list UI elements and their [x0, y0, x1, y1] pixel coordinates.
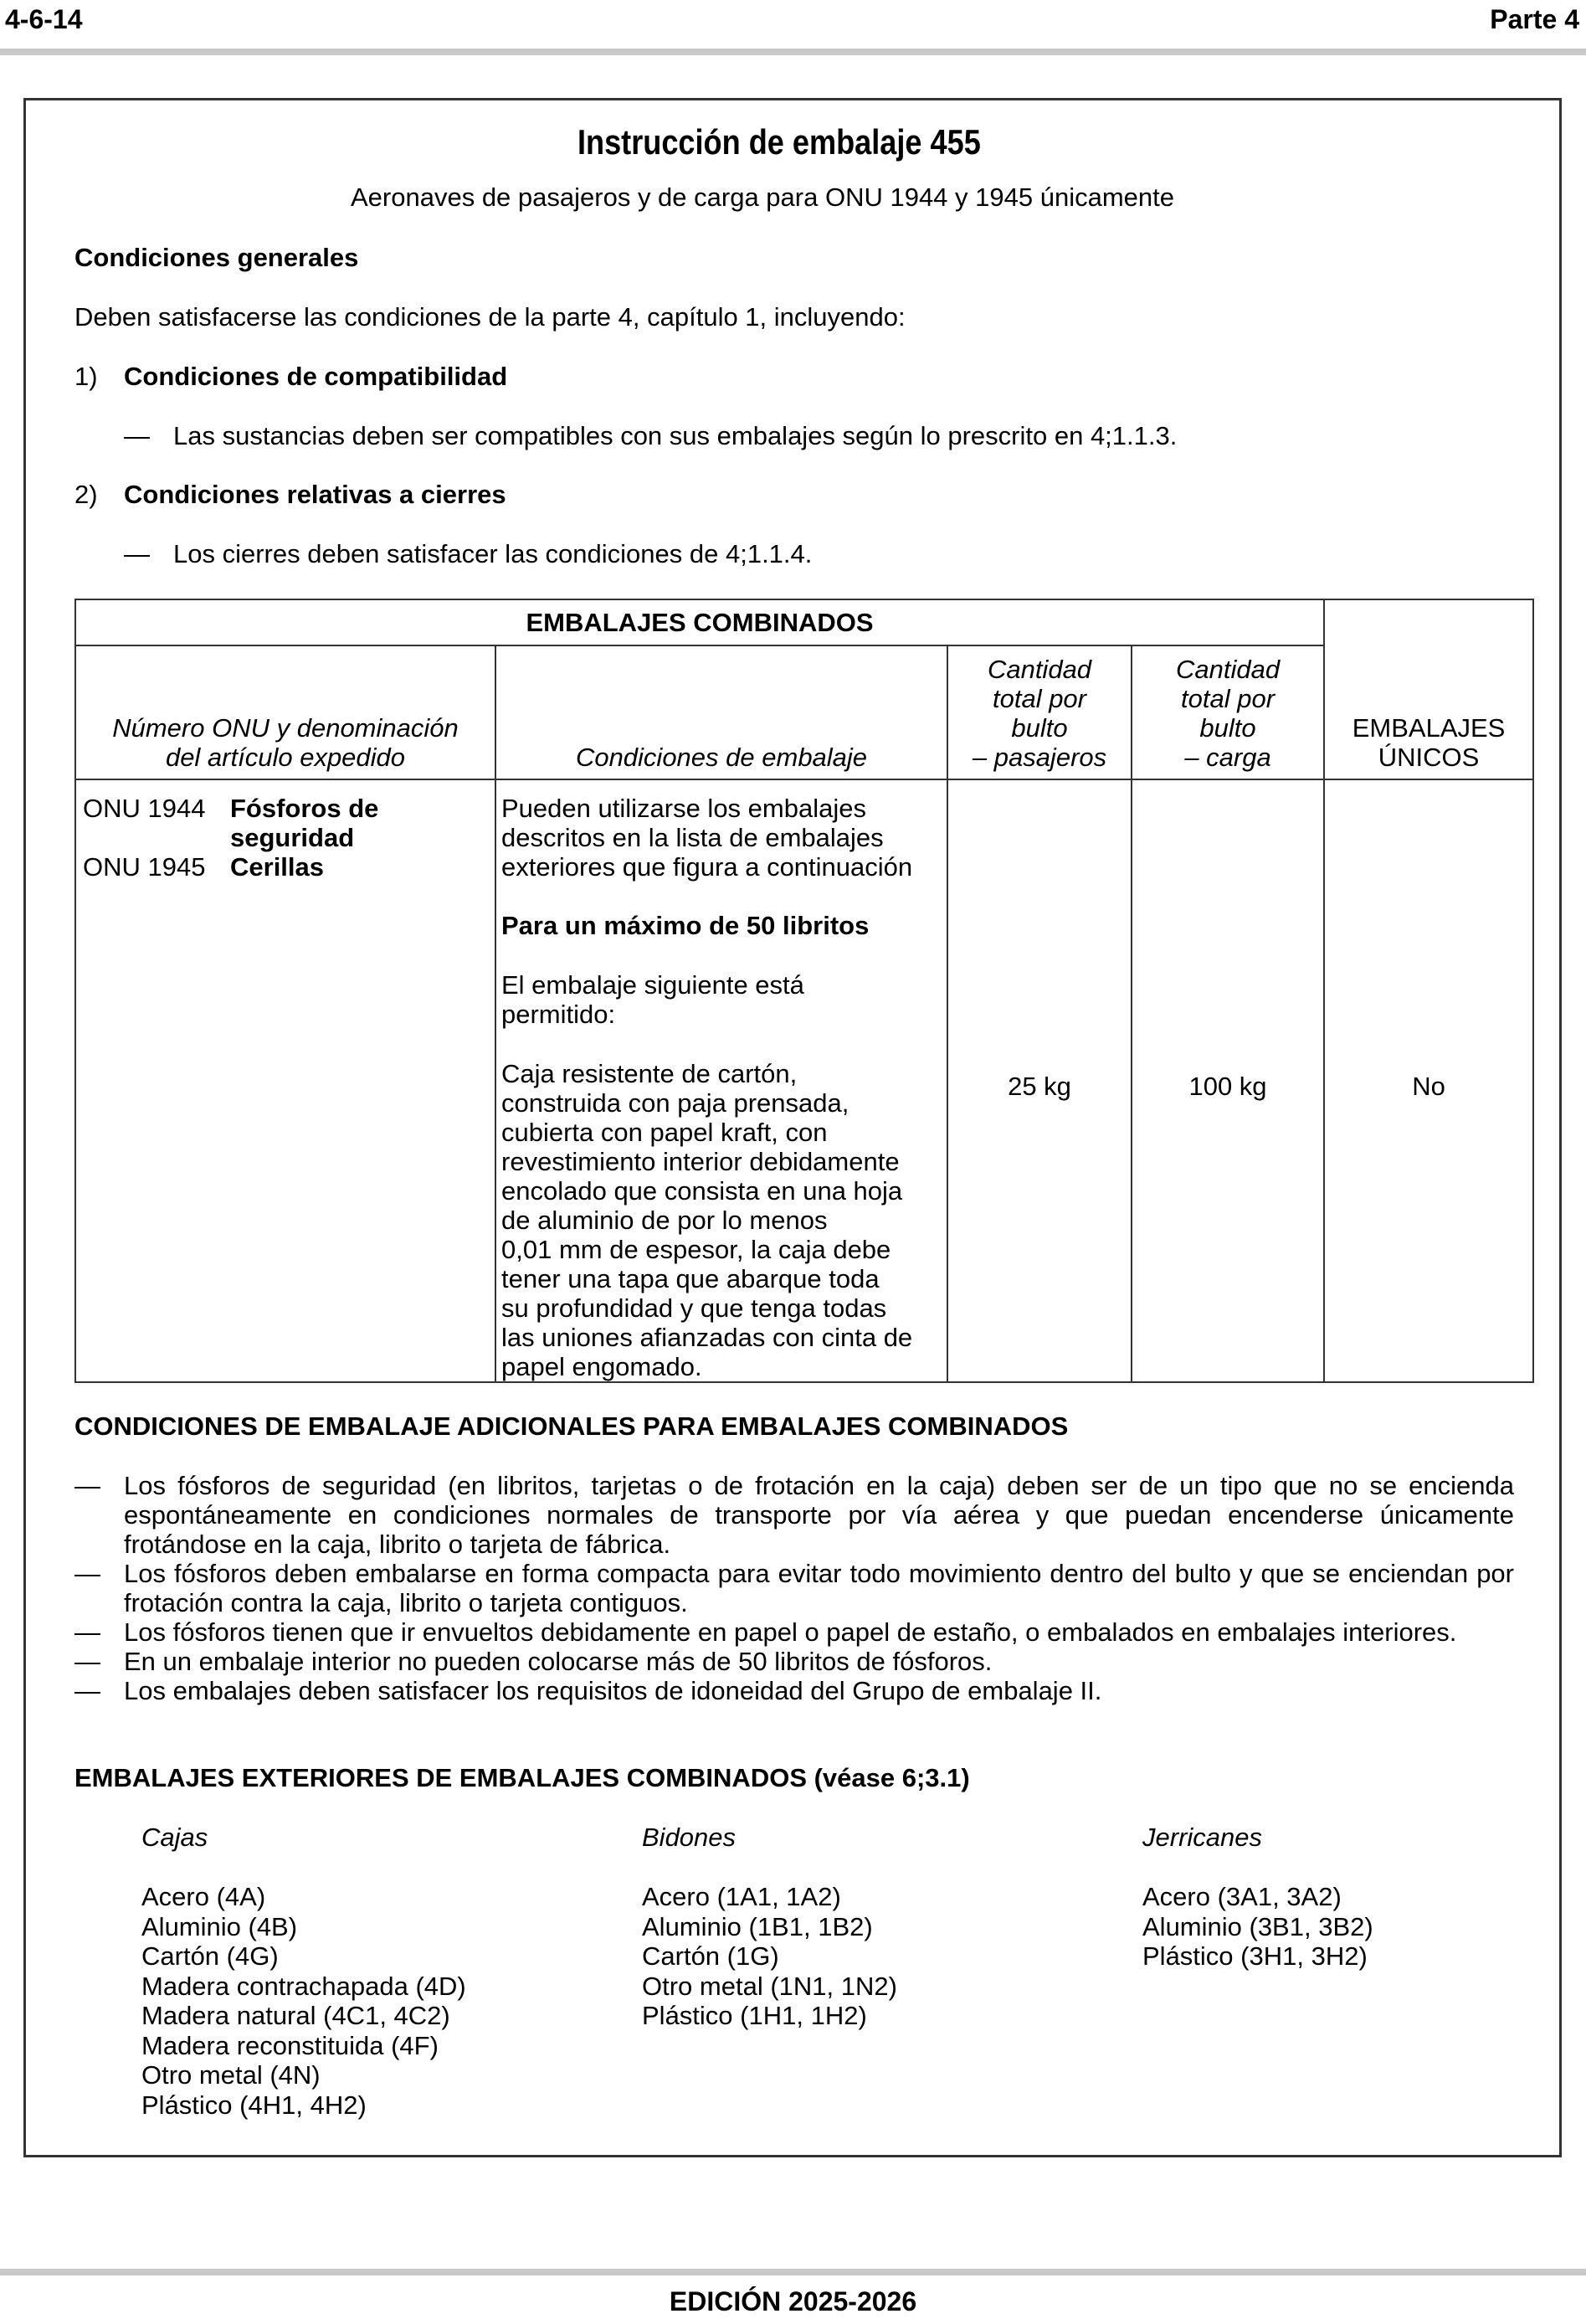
cargo-header-line: Cantidad [1175, 655, 1281, 684]
single-header-line: ÚNICOS [1378, 743, 1480, 772]
list-dash: — [74, 1647, 100, 1676]
item-text: Los embalajes deben satisfacer los requisitos de idoneidad del Grupo de embalaje II. [124, 1676, 1102, 1705]
un-header-cell [75, 645, 495, 779]
text-line: cubierta con papel kraft, con [501, 1118, 828, 1147]
item-text: Los fósforos deben embalarse en forma compacta para evitar todo movimiento dentro del bulto y que se enciendan por frotación contra la caja, librito o tarjeta contiguos. [124, 1559, 1514, 1617]
list-item: Acero (3A1, 3A2) [1142, 1882, 1342, 1911]
list-item: Madera reconstituida (4F) [141, 2030, 439, 2060]
text-line: tener una tapa que abarque toda [501, 1264, 880, 1293]
single-value: No [1412, 1072, 1445, 1101]
edition-footer: EDICIÓN 2025-2026 [669, 2286, 917, 2316]
text-line: de aluminio de por lo menos [501, 1206, 828, 1235]
outer-column-boxes [141, 1823, 466, 2120]
cargo-qty: 100 kg [1188, 1072, 1267, 1101]
conditions-header: Condiciones de embalaje [575, 743, 868, 772]
header-rule [0, 49, 1586, 55]
max-books-note: Para un máximo de 50 libritos [501, 911, 870, 940]
pass-qty-cell [947, 779, 1132, 1382]
column-title: Cajas [141, 1823, 208, 1852]
single-header-line: EMBALAJES [1352, 713, 1506, 743]
text-line: papel engomado. [501, 1352, 702, 1381]
list-item: Madera contrachapada (4D) [141, 1971, 466, 2001]
box-description [501, 1059, 912, 1381]
compatibility-text: Las sustancias deben ser compatibles con sus embalajes según lo prescrito en 4;1.1.3. [173, 421, 1178, 450]
cargo-header-line: – carga [1184, 743, 1271, 772]
item-text: Los fósforos de seguridad (en libritos, tarjetas o de frotación en la caja) deben ser de un tipo que no se encienda espontáneamente en condiciones normales de transporte por vía aérea y que puedan encenderse únicamente frotándose en la caja, librito o tarjeta de fábrica. [124, 1471, 1514, 1559]
pass-header-line: total por [992, 684, 1086, 713]
list-dash: — [74, 1471, 100, 1500]
un-header-line: del artículo expedido [165, 743, 406, 772]
page-title: Instrucción de embalaje 455 [577, 122, 981, 162]
outer-heading: EMBALAJES EXTERIORES DE EMBALAJES COMBINADOS (véase 6;3.1) [74, 1763, 970, 1792]
un-cell [75, 779, 495, 1382]
column-title: Jerricanes [1142, 1823, 1262, 1852]
text-line: exteriores que figura a continuación [501, 852, 913, 882]
list-dash: — [74, 1617, 100, 1647]
list-dash: — [74, 1676, 100, 1705]
single-header-cell [1324, 599, 1533, 779]
permitted-para [501, 970, 804, 1029]
text-line: las uniones afianzadas con cinta de [501, 1323, 913, 1352]
list-item [74, 1471, 1514, 1559]
list-dash: — [124, 539, 150, 568]
list-item: Cartón (4G) [141, 1941, 279, 1971]
un-header-line: Número ONU y denominación [112, 713, 459, 743]
pass-header-line: bulto [1011, 713, 1068, 743]
pass-header-line: Cantidad [987, 655, 1092, 684]
list-item: Aluminio (4B) [141, 1911, 298, 1941]
list-item: Plástico (4H1, 4H2) [141, 2090, 367, 2120]
proper-shipping-name: Cerillas [230, 852, 325, 882]
name-line: Fósforos de [230, 794, 379, 823]
combined-header-cell [75, 599, 1324, 645]
list-item [74, 1676, 1514, 1705]
list-item: Aluminio (3B1, 3B2) [1142, 1911, 1373, 1941]
text-line: El embalaje siguiente está [501, 970, 804, 1000]
cargo-header-cell [1132, 645, 1324, 779]
cargo-header-line: total por [1181, 684, 1275, 713]
column-title: Bidones [642, 1823, 737, 1852]
pass-header-line: – pasajeros [972, 743, 1107, 772]
text-line: Pueden utilizarse los embalajes [501, 794, 866, 823]
text-line: construida con paja prensada, [501, 1088, 849, 1118]
list-item: Madera natural (4C1, 4C2) [141, 2001, 450, 2030]
outer-column-jerricans [1142, 1823, 1373, 1972]
item-text: Los fósforos tienen que ir envueltos debidamente en papel o papel de estaño, o embalados en embalajes interiores. [124, 1617, 1457, 1647]
list-dash: — [124, 421, 150, 450]
list-item: Otro metal (1N1, 1N2) [642, 1971, 897, 2001]
list-item [74, 1559, 1514, 1617]
text-line: encolado que consista en una hoja [501, 1176, 903, 1206]
outer-column-drums [642, 1823, 897, 2031]
conditions-cell [495, 779, 947, 1382]
additional-list [74, 1471, 1514, 1705]
general-intro: Deben satisfacerse las condiciones de la parte 4, capítulo 1, incluyendo: [74, 302, 906, 332]
text-line: revestimiento interior debidamente [501, 1147, 900, 1176]
page-subtitle: Aeronaves de pasajeros y de carga para ONU 1944 y 1945 únicamente [351, 183, 1174, 212]
text-line: descritos en la lista de embalajes [501, 823, 884, 852]
closures-text: Los cierres deben satisfacer las condiciones de 4;1.1.4. [173, 539, 813, 568]
conditions-para [501, 794, 912, 882]
list-item: Cartón (1G) [642, 1941, 779, 1971]
text-line: su profundidad y que tenga todas [501, 1293, 887, 1323]
closures-heading: Condiciones relativas a cierres [124, 480, 506, 509]
list-item: Plástico (3H1, 3H2) [1142, 1941, 1368, 1971]
proper-shipping-name [230, 794, 378, 852]
part-label: Parte 4 [1490, 4, 1579, 34]
un-number: ONU 1944 [83, 794, 206, 823]
pass-qty: 25 kg [1008, 1072, 1071, 1101]
text-line: 0,01 mm de espesor, la caja debe [501, 1235, 891, 1264]
list-item: Acero (1A1, 1A2) [642, 1882, 841, 1911]
cargo-qty-cell [1132, 779, 1324, 1382]
single-cell [1324, 779, 1533, 1382]
list-item [74, 1617, 1514, 1647]
packing-table [74, 599, 1534, 1383]
footer-rule [0, 2269, 1586, 2275]
text-line: Caja resistente de cartón, [501, 1059, 798, 1088]
list-dash: — [74, 1559, 100, 1588]
un-number: ONU 1945 [83, 852, 206, 882]
list-item [74, 1647, 1514, 1676]
combined-header: EMBALAJES COMBINADOS [526, 608, 874, 637]
name-line: seguridad [230, 823, 355, 852]
list-item: Plástico (1H1, 1H2) [642, 2001, 867, 2030]
page-number: 4-6-14 [5, 4, 83, 34]
cargo-header-line: bulto [1199, 713, 1256, 743]
item-text: En un embalaje interior no pueden colocarse más de 50 libritos de fósforos. [124, 1647, 993, 1676]
compatibility-heading: Condiciones de compatibilidad [124, 362, 508, 391]
list-item: Otro metal (4N) [141, 2060, 321, 2090]
item-number: 2) [74, 480, 98, 509]
list-item: Aluminio (1B1, 1B2) [642, 1911, 873, 1941]
pass-header-cell [947, 645, 1132, 779]
text-line: permitido: [501, 1000, 616, 1029]
item-number: 1) [74, 362, 98, 391]
conditions-header-cell [495, 645, 947, 779]
general-heading: Condiciones generales [74, 243, 359, 272]
list-item: Acero (4A) [141, 1882, 266, 1911]
additional-heading: CONDICIONES DE EMBALAJE ADICIONALES PARA EMBALAJES COMBINADOS [74, 1411, 1069, 1441]
